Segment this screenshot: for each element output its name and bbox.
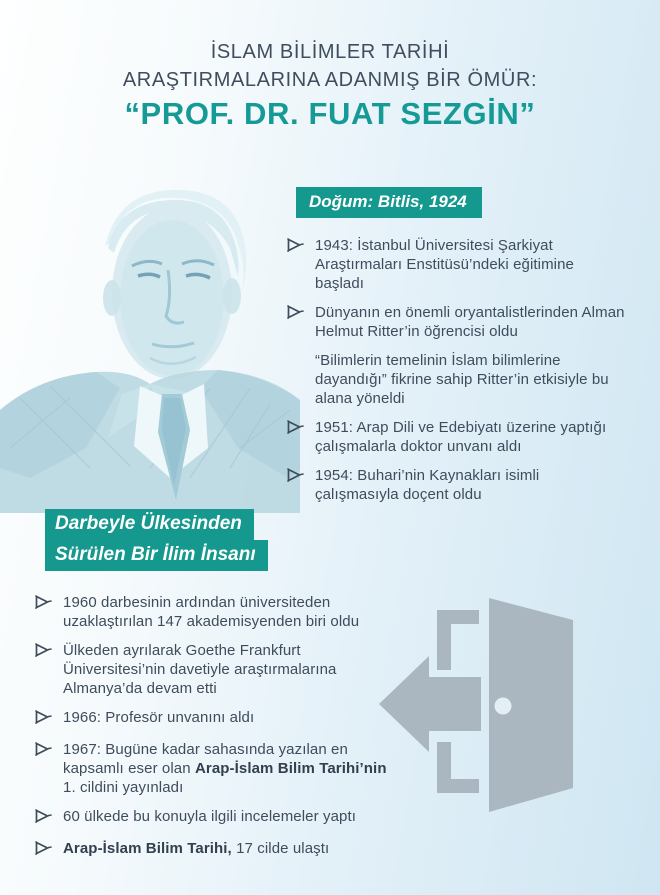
list-item	[33, 839, 398, 861]
kicker-line-1: İSLAM BİLİMLER TARİHİ	[210, 41, 450, 63]
list-item-text: 1943: İstanbul Üniversitesi Şarkiyat Araştırmaları Enstitüsü’ndeki eğitimine başladı	[315, 237, 575, 292]
exile-badge-line-1: Darbeyle Ülkesinden	[45, 509, 254, 540]
exile-section-badge	[45, 509, 268, 571]
triangle-arrow-bullet-icon	[285, 303, 306, 341]
list-item-text: 1960 darbesinin ardından üniversiteden uzaklaştırılan 147 akademisyenden biri oldu	[63, 594, 360, 630]
list-item	[33, 708, 398, 730]
timeline-early-list	[285, 236, 625, 514]
list-item	[285, 236, 625, 293]
list-item-text: “Bilimlerin temelinin İslam bilimlerine dayandığı” fikrine sahip Ritter’in etkisiyle bu alana yöneldi	[315, 352, 609, 407]
doorknob	[495, 698, 512, 715]
triangle-arrow-bullet-icon	[33, 593, 54, 631]
kicker-line-2: ARAŞTIRMALARINA ADANMIŞ BİR ÖMÜR:	[122, 69, 538, 91]
exile-badge-line-2: Sürülen Bir İlim İnsanı	[45, 540, 268, 571]
bullet-spacer	[285, 351, 306, 408]
list-item	[285, 466, 625, 504]
triangle-arrow-bullet-icon	[33, 839, 54, 861]
triangle-arrow-bullet-icon	[33, 740, 54, 797]
list-item	[33, 740, 398, 797]
list-item-text: 1967: Bugüne kadar sahasında yazılan en kapsamlı eser olan Arap-İslam Bilim Tarihi’nin 1. cildini yayınladı	[63, 741, 387, 796]
list-item	[285, 351, 625, 408]
triangle-arrow-bullet-icon	[33, 641, 54, 698]
fuat-sezgin-portrait-illustration	[0, 148, 300, 513]
list-item	[285, 303, 625, 341]
triangle-arrow-bullet-icon	[33, 807, 54, 829]
page-title: “PROF. DR. FUAT SEZGİN”	[124, 96, 536, 131]
list-item	[285, 418, 625, 456]
triangle-arrow-bullet-icon	[33, 708, 54, 730]
exit-door-arrow-icon	[377, 594, 579, 818]
triangle-arrow-bullet-icon	[285, 236, 306, 293]
list-item	[33, 807, 398, 829]
triangle-arrow-bullet-icon	[285, 418, 306, 456]
list-item-text: Arap-İslam Bilim Tarihi, 17 cilde ulaştı	[63, 840, 330, 857]
timeline-exile-list	[33, 593, 398, 871]
list-item-text: 60 ülkede bu konuyla ilgili incelemeler yaptı	[63, 808, 357, 825]
list-item-text: Ülkeden ayrılarak Goethe Frankfurt Üniversitesi’nin davetiyle araştırmalarına Almanya’da devam etti	[63, 642, 337, 697]
list-item-text: 1951: Arap Dili ve Edebiyatı üzerine yaptığı çalışmalarla doktor unvanı aldı	[315, 419, 607, 455]
header	[0, 38, 660, 132]
triangle-arrow-bullet-icon	[285, 466, 306, 504]
list-item-text: 1954: Buhari’nin Kaynakları isimli çalışmasıyla doçent oldu	[315, 467, 540, 503]
birth-badge: Doğum: Bitlis, 1924	[296, 187, 482, 218]
list-item	[33, 593, 398, 631]
list-item-text: Dünyanın en önemli oryantalistlerinden Alman Helmut Ritter’in öğrencisi oldu	[315, 304, 625, 340]
list-item-text: 1966: Profesör unvanını aldı	[63, 709, 255, 726]
list-item	[33, 641, 398, 698]
